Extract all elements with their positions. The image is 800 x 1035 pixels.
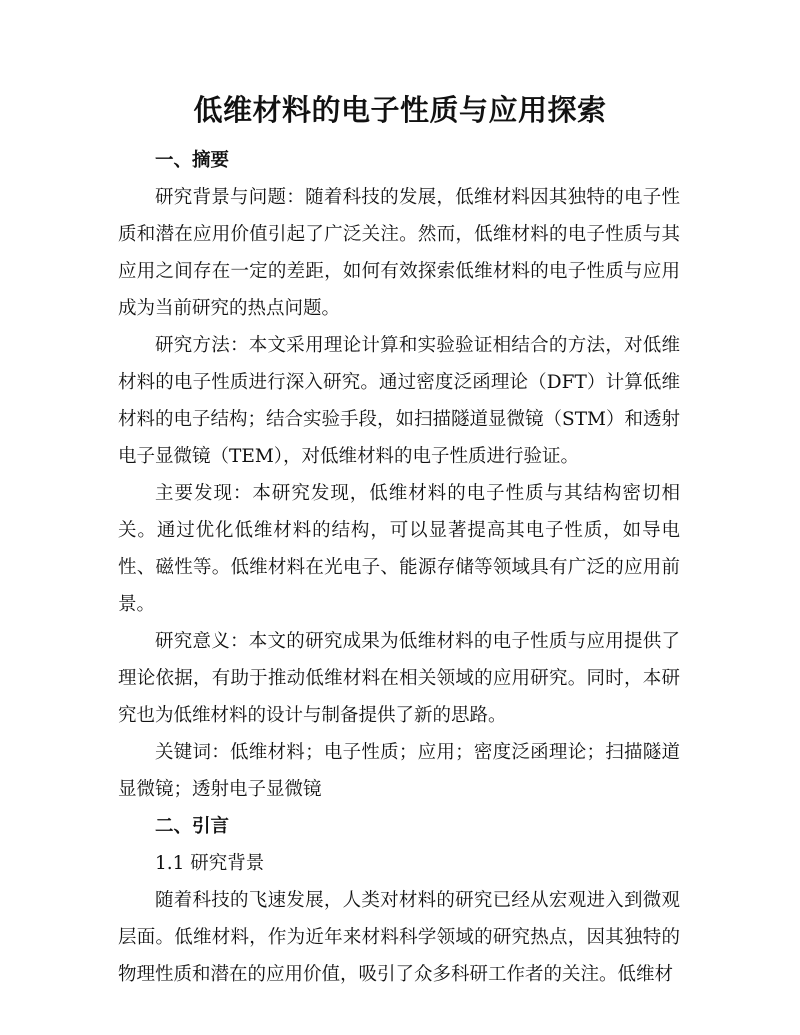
section-heading-introduction: 二、引言 — [155, 816, 230, 837]
subsection-heading-background: 1.1 研究背景 — [155, 853, 265, 874]
abstract-paragraph-findings: 主要发现：本研究发现，低维材料的电子性质与其结构密切相关。通过优化低维材料的结构，可以显著提高其电子性质，如导电性、磁性等。低维材料在光电子、能源存储等领域具有广泛的应用前景。 — [118, 483, 680, 615]
introduction-paragraph-1: 随着科技的飞速发展，人类对材料的研究已经从宏观进入到微观层面。低维材料，作为近年来材料科学领域的研究热点，因其独特的物理性质和潜在的应用价值，吸引了众多科研工作者的关注。低维材 — [118, 890, 680, 985]
document-title: 低维材料的电子性质与应用探索 — [193, 93, 607, 127]
section-heading-abstract: 一、摘要 — [155, 150, 230, 171]
abstract-paragraph-significance: 研究意义：本文的研究成果为低维材料的电子性质与应用提供了理论依据，有助于推动低维材料在相关领域的应用研究。同时，本研究也为低维材料的设计与制备提供了新的思路。 — [118, 631, 680, 726]
document-body — [118, 142, 680, 993]
abstract-paragraph-method: 研究方法：本文采用理论计算和实验验证相结合的方法，对低维材料的电子性质进行深入研究。通过密度泛函理论（DFT）计算低维材料的电子结构；结合实验手段，如扫描隧道显微镜（STM）和透射电子显微镜（TEM），对低维材料的电子性质进行验证。 — [118, 335, 680, 467]
abstract-paragraph-keywords: 关键词：低维材料；电子性质；应用；密度泛函理论；扫描隧道显微镜；透射电子显微镜 — [118, 742, 680, 800]
abstract-paragraph-background: 研究背景与问题：随着科技的发展，低维材料因其独特的电子性质和潜在应用价值引起了广泛关注。然而，低维材料的电子性质与其应用之间存在一定的差距，如何有效探索低维材料的电子性质与应用成为当前研究的热点问题。 — [118, 187, 680, 319]
